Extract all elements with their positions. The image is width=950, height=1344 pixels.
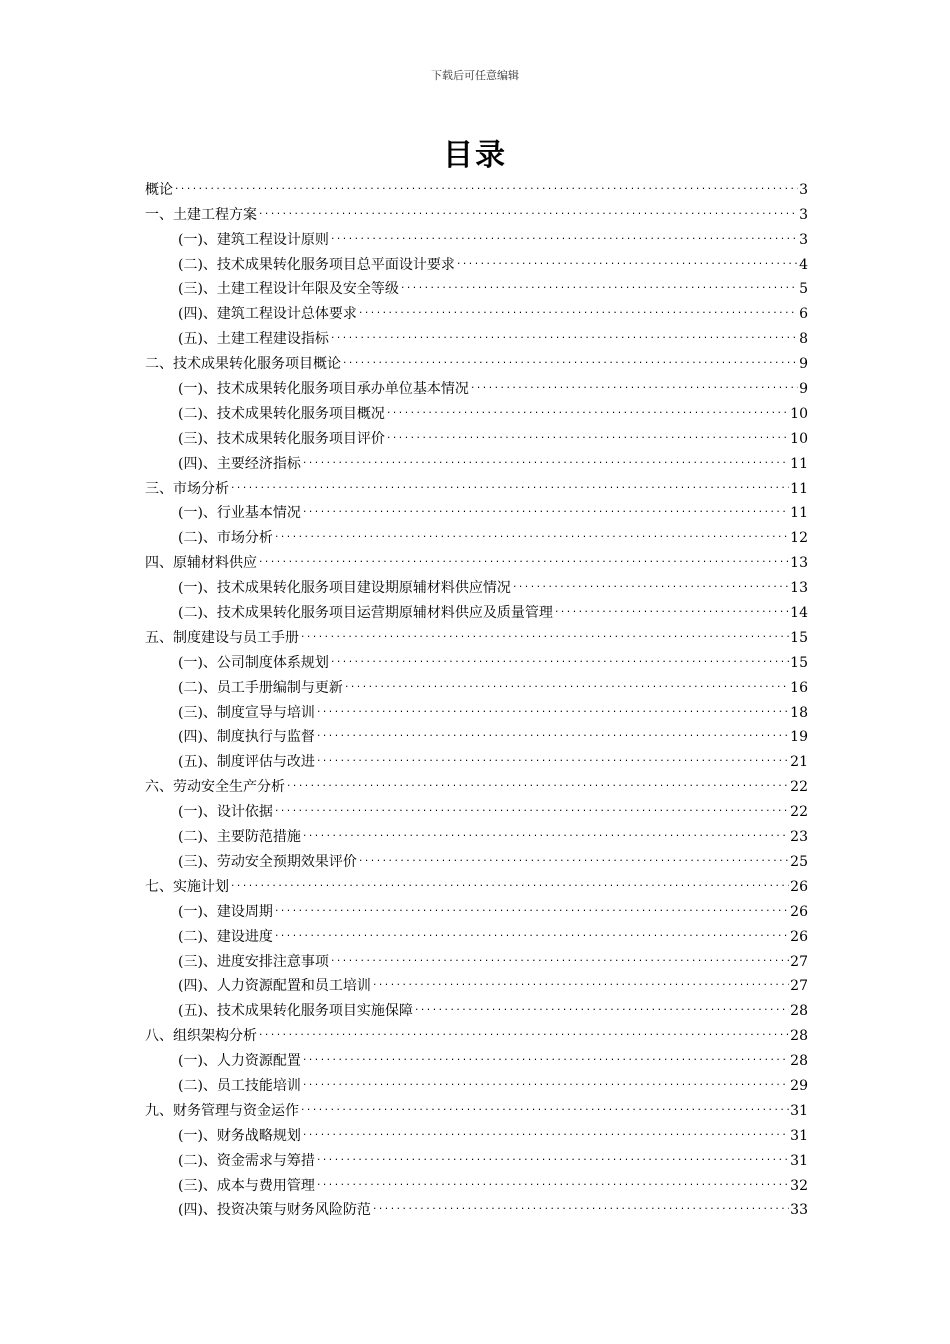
toc-entry-page-number: 13 [790,555,808,572]
toc-entry-label: (四)、主要经济指标 [178,455,301,472]
toc-entry-label: (二)、资金需求与筹措 [178,1152,315,1169]
toc-entry[interactable] [145,473,808,498]
toc-entry-label: (一)、技术成果转化服务项目承办单位基本情况 [178,381,469,398]
toc-entry-label: (二)、员工技能培训 [178,1077,301,1094]
toc-entry-label: 四、原辅材料供应 [145,555,257,572]
toc-entry[interactable] [145,971,808,996]
toc-dot-leader [316,750,789,768]
toc-dot-leader [174,178,798,196]
toc-entry-page-number: 14 [790,605,808,622]
toc-entry-label: (二)、主要防范措施 [178,829,301,846]
toc-dot-leader [230,477,789,495]
toc-entry[interactable] [145,722,808,747]
toc-entry-label: (三)、制度宣导与培训 [178,704,315,721]
toc-entry[interactable] [145,821,808,846]
toc-entry-page-number: 19 [790,729,808,746]
toc-entry-page-number: 18 [790,704,808,721]
toc-entry[interactable] [145,249,808,274]
toc-dot-leader [302,452,789,470]
toc-entry-label: (四)、制度执行与监督 [178,729,315,746]
toc-dot-leader [300,1099,789,1117]
toc-entry-label: 三、市场分析 [145,480,229,497]
page-title: 目录 [443,138,507,173]
toc-entry-label: (一)、技术成果转化服务项目建设期原辅材料供应情况 [178,580,511,597]
toc-entry-label: (三)、劳动安全预期效果评价 [178,853,357,870]
toc-entry-label: (二)、技术成果转化服务项目总平面设计要求 [178,256,455,273]
toc-dot-leader [386,402,789,420]
toc-dot-leader [274,800,789,818]
toc-entry-label: (二)、技术成果转化服务项目运营期原辅材料供应及质量管理 [178,605,553,622]
toc-entry-page-number: 3 [799,181,808,198]
toc-entry-page-number: 10 [790,430,808,447]
toc-entry[interactable] [145,672,808,697]
toc-entry[interactable] [145,572,808,597]
toc-dot-leader [316,701,789,719]
toc-dot-leader [342,352,798,370]
toc-dot-leader [386,427,789,445]
toc-dot-leader [554,601,789,619]
toc-entry-label: (一)、公司制度体系规划 [178,654,329,671]
toc-entry[interactable] [145,174,808,199]
toc-entry[interactable] [145,622,808,647]
toc-dot-leader [274,900,789,918]
toc-entry-page-number: 23 [790,829,808,846]
toc-entry-label: (二)、技术成果转化服务项目概况 [178,405,385,422]
toc-entry-page-number: 31 [790,1127,808,1144]
toc-entry[interactable] [145,995,808,1020]
toc-entry[interactable] [145,373,808,398]
toc-dot-leader [316,725,789,743]
toc-entry-label: 八、组织架构分析 [145,1028,257,1045]
toc-dot-leader [372,974,789,992]
toc-entry-page-number: 29 [790,1077,808,1094]
table-of-contents [145,174,808,1219]
toc-entry[interactable] [145,448,808,473]
toc-entry[interactable] [145,298,808,323]
toc-dot-leader [258,1024,789,1042]
toc-entry-page-number: 9 [799,381,808,398]
toc-entry-page-number: 11 [790,455,808,472]
toc-entry-page-number: 32 [790,1177,808,1194]
toc-entry-label: 一、土建工程方案 [145,206,257,223]
toc-entry-label: (五)、制度评估与改进 [178,754,315,771]
toc-dot-leader [258,551,789,569]
toc-entry[interactable] [145,746,808,771]
toc-dot-leader [302,1074,789,1092]
toc-entry[interactable] [145,498,808,523]
toc-entry[interactable] [145,1145,808,1170]
toc-dot-leader [300,626,789,644]
toc-dot-leader [258,203,798,221]
toc-entry-page-number: 6 [799,306,808,323]
toc-entry[interactable] [145,398,808,423]
toc-entry[interactable] [145,547,808,572]
toc-entry[interactable] [145,1070,808,1095]
toc-entry-page-number: 10 [790,405,808,422]
toc-entry-page-number: 16 [790,679,808,696]
toc-entry-page-number: 31 [790,1102,808,1119]
toc-entry-label: (五)、技术成果转化服务项目实施保障 [178,1003,413,1020]
toc-dot-leader [274,925,789,943]
toc-entry-page-number: 26 [790,903,808,920]
toc-entry-label: (四)、建筑工程设计总体要求 [178,306,357,323]
toc-entry-label: (四)、人力资源配置和员工培训 [178,978,371,995]
toc-dot-leader [330,228,798,246]
toc-entry-label: 概论 [145,181,173,198]
toc-entry-page-number: 22 [790,804,808,821]
toc-entry[interactable] [145,1195,808,1220]
toc-entry-label: 五、制度建设与员工手册 [145,629,299,646]
toc-dot-leader [330,651,789,669]
toc-entry-page-number: 11 [790,480,808,497]
toc-entry-page-number: 12 [790,530,808,547]
toc-dot-leader [358,850,789,868]
toc-entry[interactable] [145,796,808,821]
toc-dot-leader [414,999,789,1017]
toc-entry[interactable] [145,423,808,448]
toc-entry-page-number: 3 [799,231,808,248]
toc-entry[interactable] [145,274,808,299]
toc-entry-page-number: 11 [790,505,808,522]
toc-entry[interactable] [145,522,808,547]
toc-entry-label: (四)、投资决策与财务风险防范 [178,1202,371,1219]
toc-entry-label: (三)、土建工程设计年限及安全等级 [178,281,399,298]
toc-entry-label: (一)、财务战略规划 [178,1127,301,1144]
toc-entry[interactable] [145,323,808,348]
toc-dot-leader [330,327,798,345]
toc-entry-page-number: 13 [790,580,808,597]
toc-entry-label: (一)、设计依据 [178,804,273,821]
toc-entry-label: (二)、员工手册编制与更新 [178,679,343,696]
toc-entry[interactable] [145,1170,808,1195]
toc-dot-leader [302,1124,789,1142]
toc-dot-leader [456,253,798,271]
toc-entry[interactable] [145,224,808,249]
toc-entry-label: (五)、土建工程建设指标 [178,331,329,348]
toc-entry-page-number: 15 [790,629,808,646]
toc-dot-leader [274,526,789,544]
toc-dot-leader [302,825,789,843]
toc-entry[interactable] [145,597,808,622]
toc-entry-page-number: 3 [799,206,808,223]
toc-dot-leader [316,1174,789,1192]
toc-dot-leader [470,377,798,395]
toc-entry-page-number: 8 [799,331,808,348]
toc-entry[interactable] [145,871,808,896]
toc-dot-leader [344,676,789,694]
toc-dot-leader [316,1149,789,1167]
toc-entry-label: (一)、行业基本情况 [178,505,301,522]
toc-entry[interactable] [145,1120,808,1145]
toc-entry-label: (三)、成本与费用管理 [178,1177,315,1194]
toc-entry-label: 七、实施计划 [145,878,229,895]
toc-entry-label: (一)、人力资源配置 [178,1053,301,1070]
toc-entry[interactable] [145,946,808,971]
toc-entry-page-number: 28 [790,1003,808,1020]
toc-entry-page-number: 25 [790,853,808,870]
toc-entry-label: (二)、建设进度 [178,928,273,945]
toc-entry-page-number: 28 [790,1053,808,1070]
toc-entry[interactable] [145,1095,808,1120]
toc-entry-page-number: 5 [799,281,808,298]
toc-entry-page-number: 9 [799,356,808,373]
toc-entry-label: 六、劳动安全生产分析 [145,779,285,796]
toc-entry-label: (三)、技术成果转化服务项目评价 [178,430,385,447]
toc-entry-page-number: 26 [790,928,808,945]
toc-dot-leader [230,875,789,893]
toc-entry-page-number: 4 [799,256,808,273]
toc-entry-page-number: 31 [790,1152,808,1169]
toc-dot-leader [286,775,789,793]
toc-entry-label: (一)、建筑工程设计原则 [178,231,329,248]
toc-entry-page-number: 15 [790,654,808,671]
toc-entry-label: 九、财务管理与资金运作 [145,1102,299,1119]
toc-entry[interactable] [145,921,808,946]
toc-entry-page-number: 22 [790,779,808,796]
toc-entry[interactable] [145,697,808,722]
toc-entry-label: (一)、建设周期 [178,903,273,920]
toc-entry[interactable] [145,1045,808,1070]
toc-entry[interactable] [145,771,808,796]
toc-entry[interactable] [145,846,808,871]
toc-entry-page-number: 21 [790,754,808,771]
toc-dot-leader [372,1198,789,1216]
toc-entry[interactable] [145,1020,808,1045]
toc-entry-page-number: 33 [790,1202,808,1219]
toc-entry[interactable] [145,896,808,921]
toc-entry-label: 二、技术成果转化服务项目概论 [145,356,341,373]
toc-dot-leader [512,576,789,594]
toc-entry-page-number: 27 [790,953,808,970]
toc-dot-leader [302,501,789,519]
toc-entry-page-number: 26 [790,878,808,895]
toc-entry-label: (二)、市场分析 [178,530,273,547]
toc-dot-leader [400,277,798,295]
toc-entry-page-number: 27 [790,978,808,995]
toc-entry[interactable] [145,348,808,373]
toc-dot-leader [302,1049,789,1067]
toc-dot-leader [358,302,798,320]
toc-entry[interactable] [145,199,808,224]
toc-entry-page-number: 28 [790,1028,808,1045]
toc-entry[interactable] [145,647,808,672]
page-header: 下载后可任意编辑 [431,69,519,82]
toc-dot-leader [330,950,789,968]
toc-entry-label: (三)、进度安排注意事项 [178,953,329,970]
